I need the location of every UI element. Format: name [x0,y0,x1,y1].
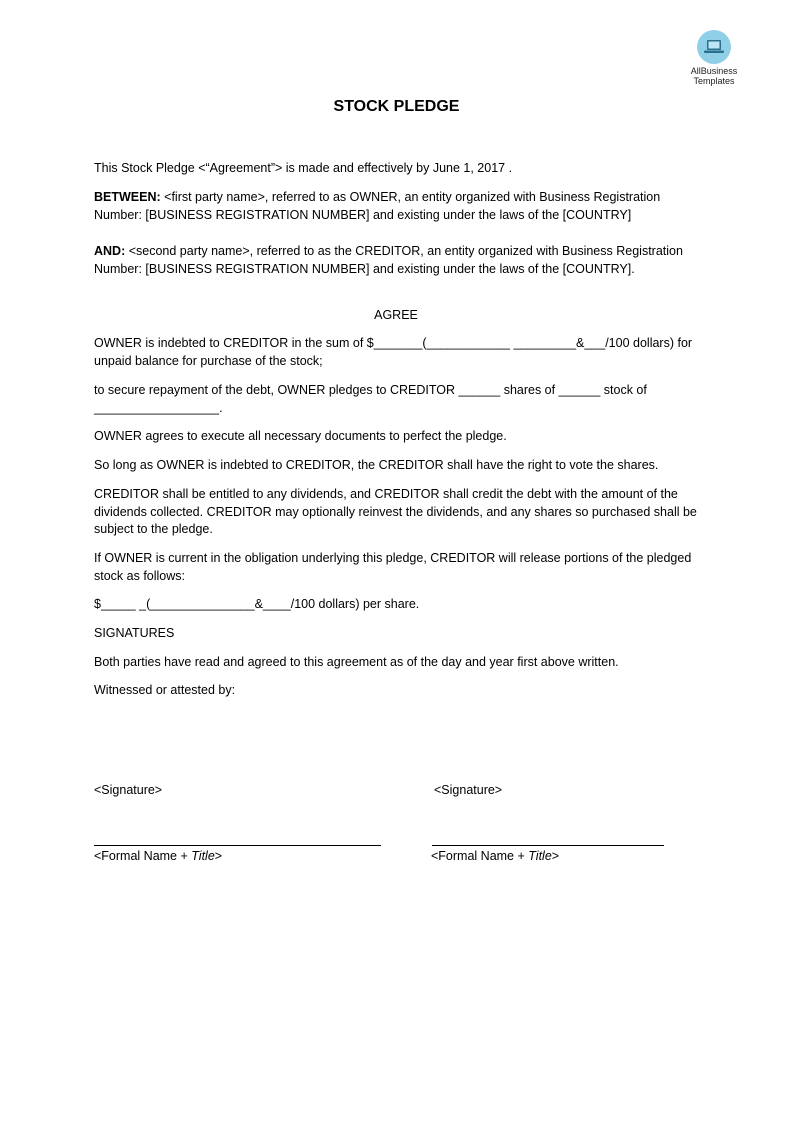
allbusiness-logo [682,30,746,86]
indebted-paragraph: OWNER is indebted to CREDITOR in the sum of $_______(____________ _________&___/100 dollars) for unpaid balance for purchase of the stock; [94,336,693,368]
and-label: AND: [94,244,126,258]
amount-paragraph: $_____ _(_______________&____/100 dollars) per share. [94,597,420,611]
agree-heading: AGREE [374,308,418,322]
right-signature-line [432,845,664,846]
read-agreed-paragraph: Both parties have read and agreed to this agreement as of the day and year first above written. [94,655,619,669]
secure-paragraph: to secure repayment of the debt, OWNER pledges to CREDITOR ______ shares of ______ stock of __________________. [94,383,647,415]
right-name-title: Title [528,849,552,863]
and-text: <second party name>, referred to as the CREDITOR, an entity organized with Business Registration Number: [BUSINESS REGISTRATION NUMBER] and existing under the laws of the [COUNTRY]. [94,244,683,276]
right-name-suffix: > [551,849,560,863]
document-title: STOCK PLEDGE [333,98,460,115]
vote-paragraph: So long as OWNER is indebted to CREDITOR, the CREDITOR shall have the right to vote the shares. [94,458,659,472]
left-signature-placeholder: <Signature> [94,783,163,797]
and-paragraph [94,243,698,278]
between-paragraph [94,189,698,224]
logo-brand-text: AllBusiness Templates [690,66,738,86]
dividends-paragraph: CREDITOR shall be entitled to any dividends, and CREDITOR shall credit the debt with the amount of the dividends collected. CREDITOR may optionally reinvest the dividends, and any shares so purchased shall be subject to the pledge. [94,487,697,536]
witness-paragraph: Witnessed or attested by: [94,683,236,697]
execute-paragraph: OWNER agrees to execute all necessary documents to perfect the pledge. [94,429,507,443]
left-formal-name [94,848,222,865]
right-name-prefix: <Formal Name + [431,849,529,863]
left-signature-line [94,845,381,846]
intro-paragraph: This Stock Pledge <“Agreement”> is made and effectively by June 1, 2017 . [94,161,513,175]
between-label: BETWEEN: [94,190,161,204]
signatures-heading: SIGNATURES [94,626,175,640]
left-name-suffix: > [214,849,223,863]
right-formal-name [431,848,559,865]
left-name-prefix: <Formal Name + [94,849,192,863]
left-name-title: Title [191,849,215,863]
release-paragraph: If OWNER is current in the obligation underlying this pledge, CREDITOR will release portions of the pledged stock as follows: [94,551,692,583]
between-text: <first party name>, referred to as OWNER, an entity organized with Business Registration Number: [BUSINESS REGISTRATION NUMBER] and existing under the laws of the [COUNTRY] [94,190,661,222]
laptop-icon [697,30,731,64]
right-signature-placeholder: <Signature> [434,783,503,797]
